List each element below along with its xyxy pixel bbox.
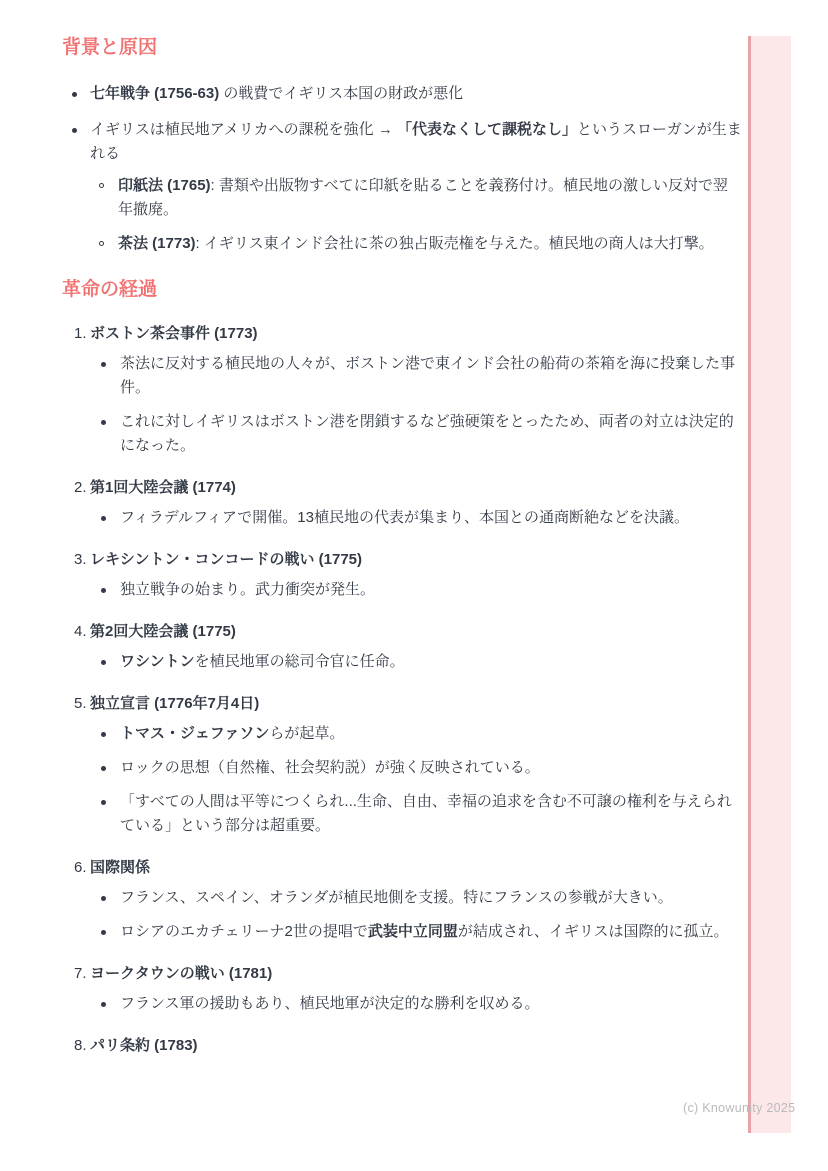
sub-bullet-item — [90, 232, 742, 256]
numbered-item-title — [90, 1034, 742, 1058]
circle-bullet-icon — [99, 241, 104, 246]
numbered-item-title — [90, 692, 742, 716]
detail-bullet-text — [120, 410, 742, 458]
detail-bullet-item — [90, 886, 742, 910]
item-number: 6. — [74, 859, 87, 876]
item-number: 1. — [74, 325, 87, 342]
sub-bullet-item — [90, 174, 742, 222]
text-run: の戦費でイギリス本国の財政が悪化 — [219, 85, 464, 102]
numbered-item-title — [90, 856, 742, 880]
detail-bullet-text — [120, 352, 742, 400]
sub-bullet-text — [118, 232, 742, 256]
detail-bullet-item — [90, 920, 742, 944]
bold-text-run: トマス・ジェファソン — [120, 725, 270, 742]
numbered-item-title — [90, 476, 742, 500]
bold-text-run: 武装中立同盟 — [367, 923, 458, 940]
bold-text-run: 独立宣言 (1776年7月4日) — [90, 695, 260, 712]
item-number: 2. — [74, 479, 87, 496]
detail-bullet-item — [90, 506, 742, 530]
text-run: イギリスは植民地アメリカへの課税を強化 → — [90, 121, 397, 138]
detail-bullet-text — [120, 992, 742, 1016]
numbered-item-bullets — [90, 886, 742, 944]
bold-text-run: ボストン茶会事件 (1773) — [90, 325, 258, 342]
numbered-item-title — [90, 548, 742, 572]
detail-bullet-text — [120, 578, 742, 602]
bullet-dot-icon — [72, 128, 77, 133]
item-number: 7. — [74, 965, 87, 982]
detail-bullet-item — [90, 756, 742, 780]
watermark-text: (c) Knowunity 2025 — [683, 1101, 796, 1115]
bullet-dot-icon — [101, 420, 106, 425]
section-2 — [62, 278, 742, 1058]
numbered-item-title — [90, 620, 742, 644]
text-run: フィラデルフィアで開催。13植民地の代表が集まり、本国との通商断絶などを決議。 — [120, 509, 689, 526]
detail-bullet-text — [120, 886, 742, 910]
text-run: というスローガンが生まれる — [90, 121, 742, 162]
detail-bullet-item — [90, 410, 742, 458]
detail-bullet-item — [90, 578, 742, 602]
text-run: フランス、スペイン、オランダが植民地側を支援。特にフランスの参戦が大きい。 — [120, 889, 673, 906]
numbered-item-bullets — [90, 578, 742, 602]
numbered-item — [62, 856, 742, 944]
bullet-dot-icon — [101, 1002, 106, 1007]
bullet-dot-icon — [101, 896, 106, 901]
bullet-list — [62, 82, 742, 256]
numbered-item — [62, 1034, 742, 1058]
detail-bullet-text — [120, 506, 742, 530]
numbered-item-bullets — [90, 722, 742, 838]
numbered-item-bullets — [90, 992, 742, 1016]
detail-bullet-item — [90, 650, 742, 674]
detail-bullet-item — [90, 790, 742, 838]
text-run: 茶法に反対する植民地の人々が、ボストン港で東インド会社の船荷の茶箱を海に投棄した事件。 — [120, 355, 736, 396]
bullet-dot-icon — [101, 516, 106, 521]
bold-text-run: 七年戦争 (1756-63) — [90, 85, 220, 102]
item-number: 4. — [74, 623, 87, 640]
numbered-item-title — [90, 322, 742, 346]
bullet-dot-icon — [101, 766, 106, 771]
document-content — [62, 36, 742, 1058]
numbered-item — [62, 962, 742, 1016]
text-run: 独立戦争の始まり。武力衝突が発生。 — [120, 581, 376, 598]
bold-text-run: ヨークタウンの戦い (1781) — [90, 965, 273, 982]
numbered-item — [62, 322, 742, 458]
numbered-item-bullets — [90, 352, 742, 458]
sub-bullet-text — [118, 174, 742, 222]
detail-bullet-text — [120, 650, 742, 674]
text-run: : 書類や出版物すべてに印紙を貼ることを義務付け。植民地の激しい反対で翌年撤廃。 — [118, 177, 728, 218]
bullet-dot-icon — [101, 588, 106, 593]
detail-bullet-item — [90, 722, 742, 746]
numbered-item-title — [90, 962, 742, 986]
text-run: 「すべての人間は平等につくられ...生命、自由、幸福の追求を含む不可譲の権利を与えられている」という部分は超重要。 — [120, 793, 732, 834]
circle-bullet-icon — [99, 183, 104, 188]
item-number: 8. — [74, 1037, 87, 1054]
numbered-item-bullets — [90, 650, 742, 674]
bold-text-run: 印紙法 (1765) — [118, 177, 211, 194]
bullet-dot-icon — [101, 930, 106, 935]
section-1 — [62, 36, 742, 256]
bold-text-run: レキシントン・コンコードの戦い (1775) — [90, 551, 363, 568]
detail-bullet-item — [90, 352, 742, 400]
section-heading: 背景と原因 — [62, 37, 158, 58]
bullet-dot-icon — [101, 732, 106, 737]
item-number: 5. — [74, 695, 87, 712]
text-run: これに対しイギリスはボストン港を閉鎖するなど強硬策をとったため、両者の対立は決定的になった。 — [120, 413, 734, 454]
bullet-dot-icon — [101, 362, 106, 367]
sub-bullet-list — [90, 174, 742, 256]
text-run: ロシアのエカチェリーナ2世の提唱で — [120, 923, 368, 940]
text-run: を植民地軍の総司令官に任命。 — [194, 653, 405, 670]
detail-bullet-text — [120, 722, 742, 746]
bold-text-run: 茶法 (1773) — [118, 235, 196, 252]
numbered-item — [62, 476, 742, 530]
bullet-item — [62, 118, 742, 256]
text-run: : イギリス東インド会社に茶の独占販売権を与えた。植民地の商人は大打撃。 — [195, 235, 714, 252]
detail-bullet-text — [120, 756, 742, 780]
bullet-text — [90, 118, 742, 166]
bold-text-run: 国際関係 — [90, 859, 151, 876]
section-heading: 革命の経過 — [62, 279, 158, 300]
numbered-item — [62, 620, 742, 674]
detail-bullet-item — [90, 992, 742, 1016]
bold-text-run: パリ条約 (1783) — [90, 1037, 198, 1054]
bullet-dot-icon — [72, 92, 77, 97]
bullet-text — [90, 82, 742, 106]
numbered-item — [62, 548, 742, 602]
text-run: ロックの思想（自然権、社会契約説）が強く反映されている。 — [120, 759, 540, 776]
bullet-item — [62, 82, 742, 106]
detail-bullet-text — [120, 790, 742, 838]
numbered-item-bullets — [90, 506, 742, 530]
bold-text-run: 第2回大陸会議 (1775) — [90, 623, 236, 640]
text-run: フランス軍の援助もあり、植民地軍が決定的な勝利を収める。 — [120, 995, 540, 1012]
bold-text-run: 「代表なくして課税なし」 — [397, 121, 578, 138]
bold-text-run: ワシントン — [120, 653, 195, 670]
bullet-dot-icon — [101, 800, 106, 805]
bold-text-run: 第1回大陸会議 (1774) — [90, 479, 236, 496]
margin-highlight-stripe — [748, 36, 791, 1133]
text-run: が結成され、イギリスは国際的に孤立。 — [457, 923, 729, 940]
item-number: 3. — [74, 551, 87, 568]
text-run: らが起草。 — [269, 725, 345, 742]
detail-bullet-text — [120, 920, 742, 944]
bullet-dot-icon — [101, 660, 106, 665]
numbered-item — [62, 692, 742, 838]
